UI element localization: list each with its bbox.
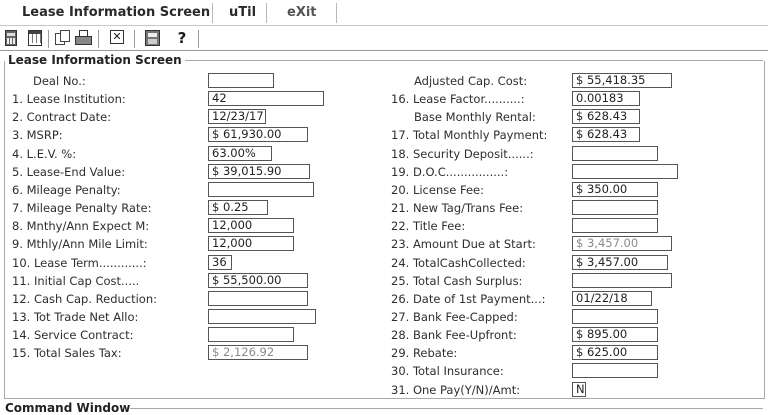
toolbar [0,26,768,52]
base-monthly-rental-field[interactable]: $ 628.43 [572,109,640,124]
date-of-1st-payment-field[interactable]: 01/22/18 [572,291,652,306]
mileage-penalty-rate-field[interactable]: $ 0.25 [208,200,268,215]
license-fee-field[interactable]: $ 350.00 [572,182,658,197]
lease-term-label: 10. Lease Term............: [12,255,147,270]
bank-fee-upfront-label: 28. Bank Fee-Upfront: [391,328,517,343]
security-deposit-label: 18. Security Deposit......: [391,146,534,161]
total-insurance-label: 30. Total Insurance: [391,364,504,379]
total-insurance-field[interactable] [572,363,658,378]
menu-screen-title[interactable]: Lease Information Screen [22,5,211,20]
close-icon[interactable]: ✕ [110,30,124,44]
archive-icon[interactable] [145,30,160,46]
lease-term-field[interactable]: 36 [208,255,232,270]
adjusted-cap-cost-label: Adjusted Cap. Cost: [414,74,528,88]
rebate-field[interactable]: $ 625.00 [572,345,658,360]
lease-institution-label: 1. Lease Institution: [12,92,126,107]
tot-trade-net-allo-field[interactable] [208,309,316,324]
total-sales-tax-label: 15. Total Sales Tax: [12,346,122,361]
menu-separator [336,3,337,23]
d-o-c-field[interactable] [572,164,678,179]
one-pay-y-n-amt-field[interactable]: N [572,382,586,397]
msrp-label: 3. MSRP: [12,128,63,143]
total-cash-surplus-field[interactable] [572,273,672,288]
menu-bar [0,0,768,26]
totalcashcollected-label: 24. TotalCashCollected: [391,255,526,270]
panel-title: Lease Information Screen [5,53,185,67]
totalcashcollected-field[interactable]: $ 3,457.00 [572,255,668,270]
toolbar-separator [198,30,199,48]
bank-fee-capped-field[interactable] [572,309,658,324]
adjusted-cap-cost-field[interactable]: $ 55,418.35 [572,73,672,88]
toolbar-separator [134,30,135,48]
license-fee-label: 20. License Fee: [391,182,484,197]
cash-cap-reduction-label: 12. Cash Cap. Reduction: [12,291,158,306]
service-contract-label: 14. Service Contract: [12,328,134,343]
lease-factor-field[interactable]: 0.00183 [572,91,640,106]
security-deposit-field[interactable] [572,146,658,161]
toolbar-separator [48,30,49,48]
lease-factor-label: 16. Lease Factor..........: [391,92,525,107]
cash-cap-reduction-field[interactable] [208,291,308,306]
command-window-border [130,408,763,409]
deal-no-label: Deal No.: [33,74,86,88]
mthly-ann-mile-limit-field[interactable]: 12,000 [208,236,294,251]
menu-separator [266,3,267,23]
mileage-penalty-field[interactable] [208,182,314,197]
mnthy-ann-expect-m-field[interactable]: 12,000 [208,218,294,233]
total-monthly-payment-field[interactable]: $ 628.43 [572,127,640,142]
total-sales-tax-field[interactable]: $ 2,126.92 [208,345,308,360]
date-of-1st-payment-label: 26. Date of 1st Payment...: [391,291,546,306]
printer-icon[interactable] [75,30,91,46]
mthly-ann-mile-limit-label: 9. Mthly/Ann Mile Limit: [12,237,148,252]
menu-exit[interactable]: eXit [287,5,317,20]
mnthy-ann-expect-m-label: 8. Mnthy/Ann Expect M: [12,219,150,234]
contract-date-field[interactable]: 12/23/17 [208,109,266,124]
title-fee-field[interactable] [572,218,658,233]
contract-date-label: 2. Contract Date: [12,110,112,125]
d-o-c-label: 19. D.O.C................: [391,164,509,179]
new-tag-trans-fee-field[interactable] [572,200,658,215]
rebate-label: 29. Rebate: [391,346,458,361]
new-tag-trans-fee-label: 21. New Tag/Trans Fee: [391,201,524,216]
toolbar-divider [0,50,768,51]
lease-end-value-label: 5. Lease-End Value: [12,164,126,179]
service-contract-field[interactable] [208,327,294,342]
panel-border [170,60,763,61]
lease-institution-field[interactable]: 42 [208,91,324,106]
menu-separator [212,3,213,23]
bank-fee-capped-label: 27. Bank Fee-Capped: [391,309,518,324]
lease-end-value-field[interactable]: $ 39,015.90 [208,164,310,179]
menu-util[interactable]: uTil [229,5,257,20]
amount-due-at-start-field[interactable]: $ 3,457.00 [572,236,672,251]
initial-cap-cost-label: 11. Initial Cap Cost..... [12,273,140,288]
total-cash-surplus-label: 25. Total Cash Surplus: [391,273,523,288]
msrp-field[interactable]: $ 61,930.00 [208,127,308,142]
mileage-penalty-label: 6. Mileage Penalty: [12,182,121,197]
tot-trade-net-allo-label: 13. Tot Trade Net Allo: [12,309,139,324]
mileage-penalty-rate-label: 7. Mileage Penalty Rate: [12,201,152,216]
initial-cap-cost-field[interactable]: $ 55,500.00 [208,273,308,288]
title-fee-label: 22. Title Fee: [391,219,466,234]
amount-due-at-start-label: 23. Amount Due at Start: [391,237,536,252]
command-window-title: Command Window [5,401,131,415]
l-e-v-field[interactable]: 63.00% [208,146,272,161]
deal-no-field[interactable] [208,73,274,88]
one-pay-y-n-amt-label: 31. One Pay(Y/N)/Amt: [391,382,521,397]
help-icon[interactable]: ? [177,29,187,47]
bank-fee-upfront-field[interactable]: $ 895.00 [572,327,658,342]
l-e-v-label: 4. L.E.V. %: [12,146,77,161]
toolbar-separator [98,30,99,48]
calculator-icon[interactable] [5,30,17,46]
calendar-icon[interactable] [28,30,42,46]
copy-icon[interactable] [55,30,69,46]
total-monthly-payment-label: 17. Total Monthly Payment: [391,128,548,143]
base-monthly-rental-label: Base Monthly Rental: [414,110,536,125]
